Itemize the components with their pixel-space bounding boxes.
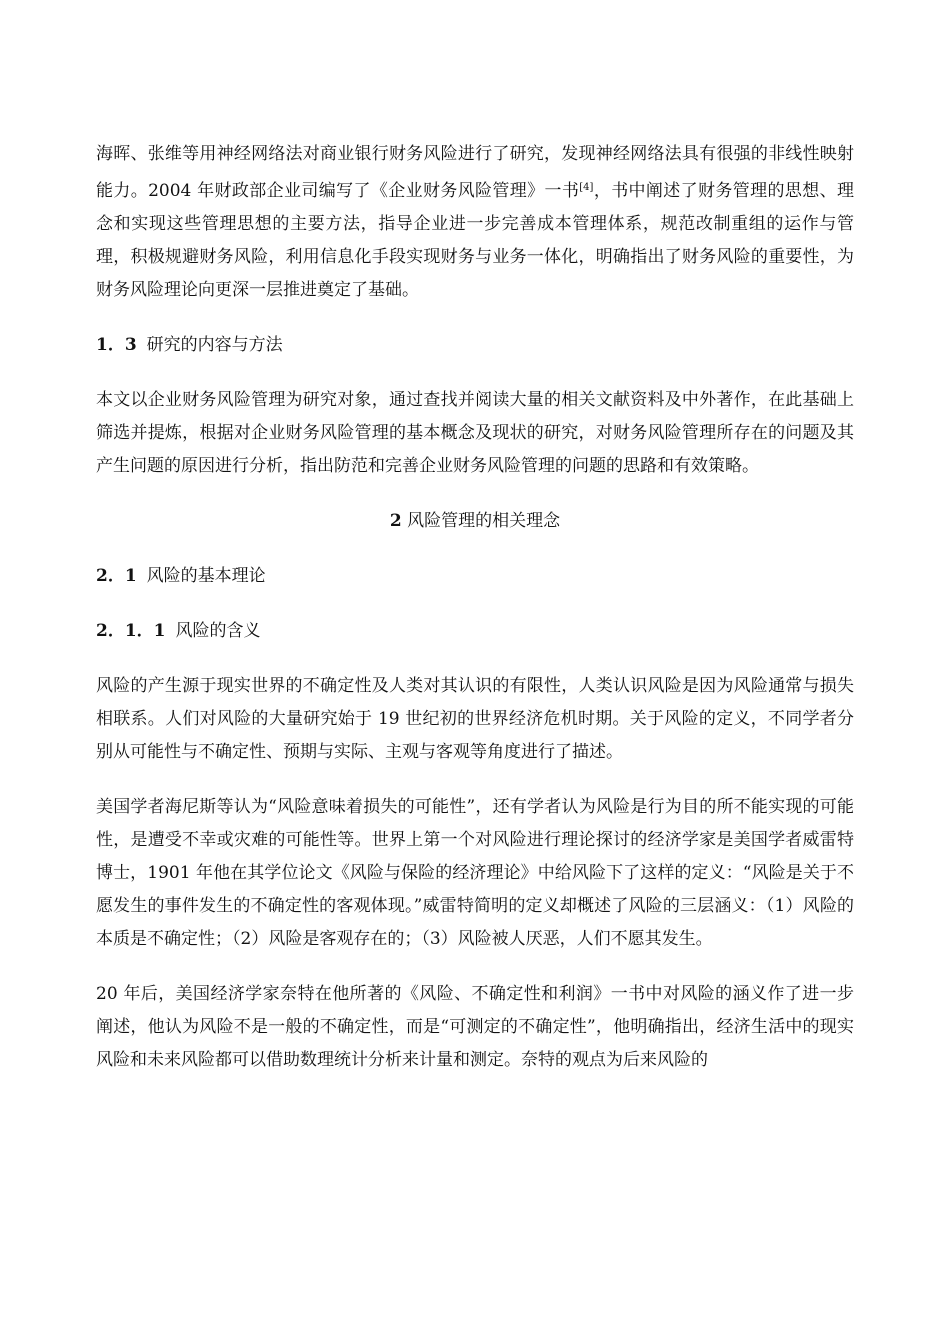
section-number: 2．1．1 bbox=[96, 621, 166, 641]
section-heading-2-1-1 bbox=[96, 615, 854, 648]
citation-reference: [4] bbox=[579, 182, 594, 193]
paragraph-risk-definitions: 美国学者海尼斯等认为“风险意味着损失的可能性”，还有学者认为风险是行为目的所不能实现的可能性，是遭受不幸或灾难的可能性等。世界上第一个对风险进行理论探讨的经济学家是美国学者威雷特博士，1901 年他在其学位论文《风险与保险的经济理论》中给风险下了这样的定义：“风险是关于不愿发生的事件发生的不确定性的客观体现。”威雷特简明的定义却概述了风险的三层涵义：（1）风险的本质是不确定性；（2）风险是客观存在的；（3）风险被人厌恶，人们不愿其发生。 bbox=[96, 797, 854, 949]
paragraph-risk-origin: 风险的产生源于现实世界的不确定性及人类对其认识的有限性，人类认识风险是因为风险通常与损失相联系。人们对风险的大量研究始于 19 世纪初的世界经济危机时期。关于风险的定义，不同学者分别从可能性与不确定性、预期与实际、主观与客观等角度进行了描述。 bbox=[96, 676, 854, 762]
paragraph-literature-review bbox=[96, 138, 854, 307]
section-title: 风险的基本理论 bbox=[146, 566, 266, 586]
paragraph-research-content: 本文以企业财务风险管理为研究对象，通过查找并阅读大量的相关文献资料及中外著作，在此基础上筛选并提炼，根据对企业财务风险管理的基本概念及现状的研究，对财务风险管理所存在的问题及其产生问题的原因进行分析，指出防范和完善企业财务风险管理的问题的思路和有效策略。 bbox=[96, 390, 854, 476]
paragraph-text: 海晖、张维等用神经网络法对商业银行财务风险进行了研究，发现神经网络法具有很强的非线性映射能力。2004 年财政部企业司编写了《企业财务风险管理》一书 bbox=[96, 144, 854, 201]
paragraph-text: ，书中阐述了财务管理的思想、理念和实现这些管理思想的主要方法，指导企业进一步完善成本管理体系，规范改制重组的运作与管理，积极规避财务风险，利用信息化手段实现财务与业务一体化，明确指出了财务风险的重要性，为财务风险理论向更深一层推进奠定了基础。 bbox=[96, 181, 854, 300]
paragraph-knight-view: 20 年后，美国经济学家奈特在他所著的《风险、不确定性和利润》一书中对风险的涵义作了进一步阐述，他认为风险不是一般的不确定性，而是“可测定的不确定性”，他明确指出，经济生活中的现实风险和未来风险都可以借助数理统计分析来计量和测定。奈特的观点为后来风险的 bbox=[96, 984, 854, 1070]
section-title: 风险的含义 bbox=[175, 621, 261, 641]
section-number: 1．3 bbox=[96, 335, 137, 355]
section-heading-1-3 bbox=[96, 329, 854, 362]
section-number: 2．1 bbox=[96, 566, 137, 586]
chapter-title: 风险管理的相关理念 bbox=[407, 511, 561, 531]
section-title: 研究的内容与方法 bbox=[146, 335, 283, 355]
chapter-heading-2 bbox=[96, 505, 854, 538]
document-body bbox=[96, 138, 854, 1099]
section-heading-2-1 bbox=[96, 560, 854, 593]
chapter-number: 2 bbox=[389, 511, 402, 531]
